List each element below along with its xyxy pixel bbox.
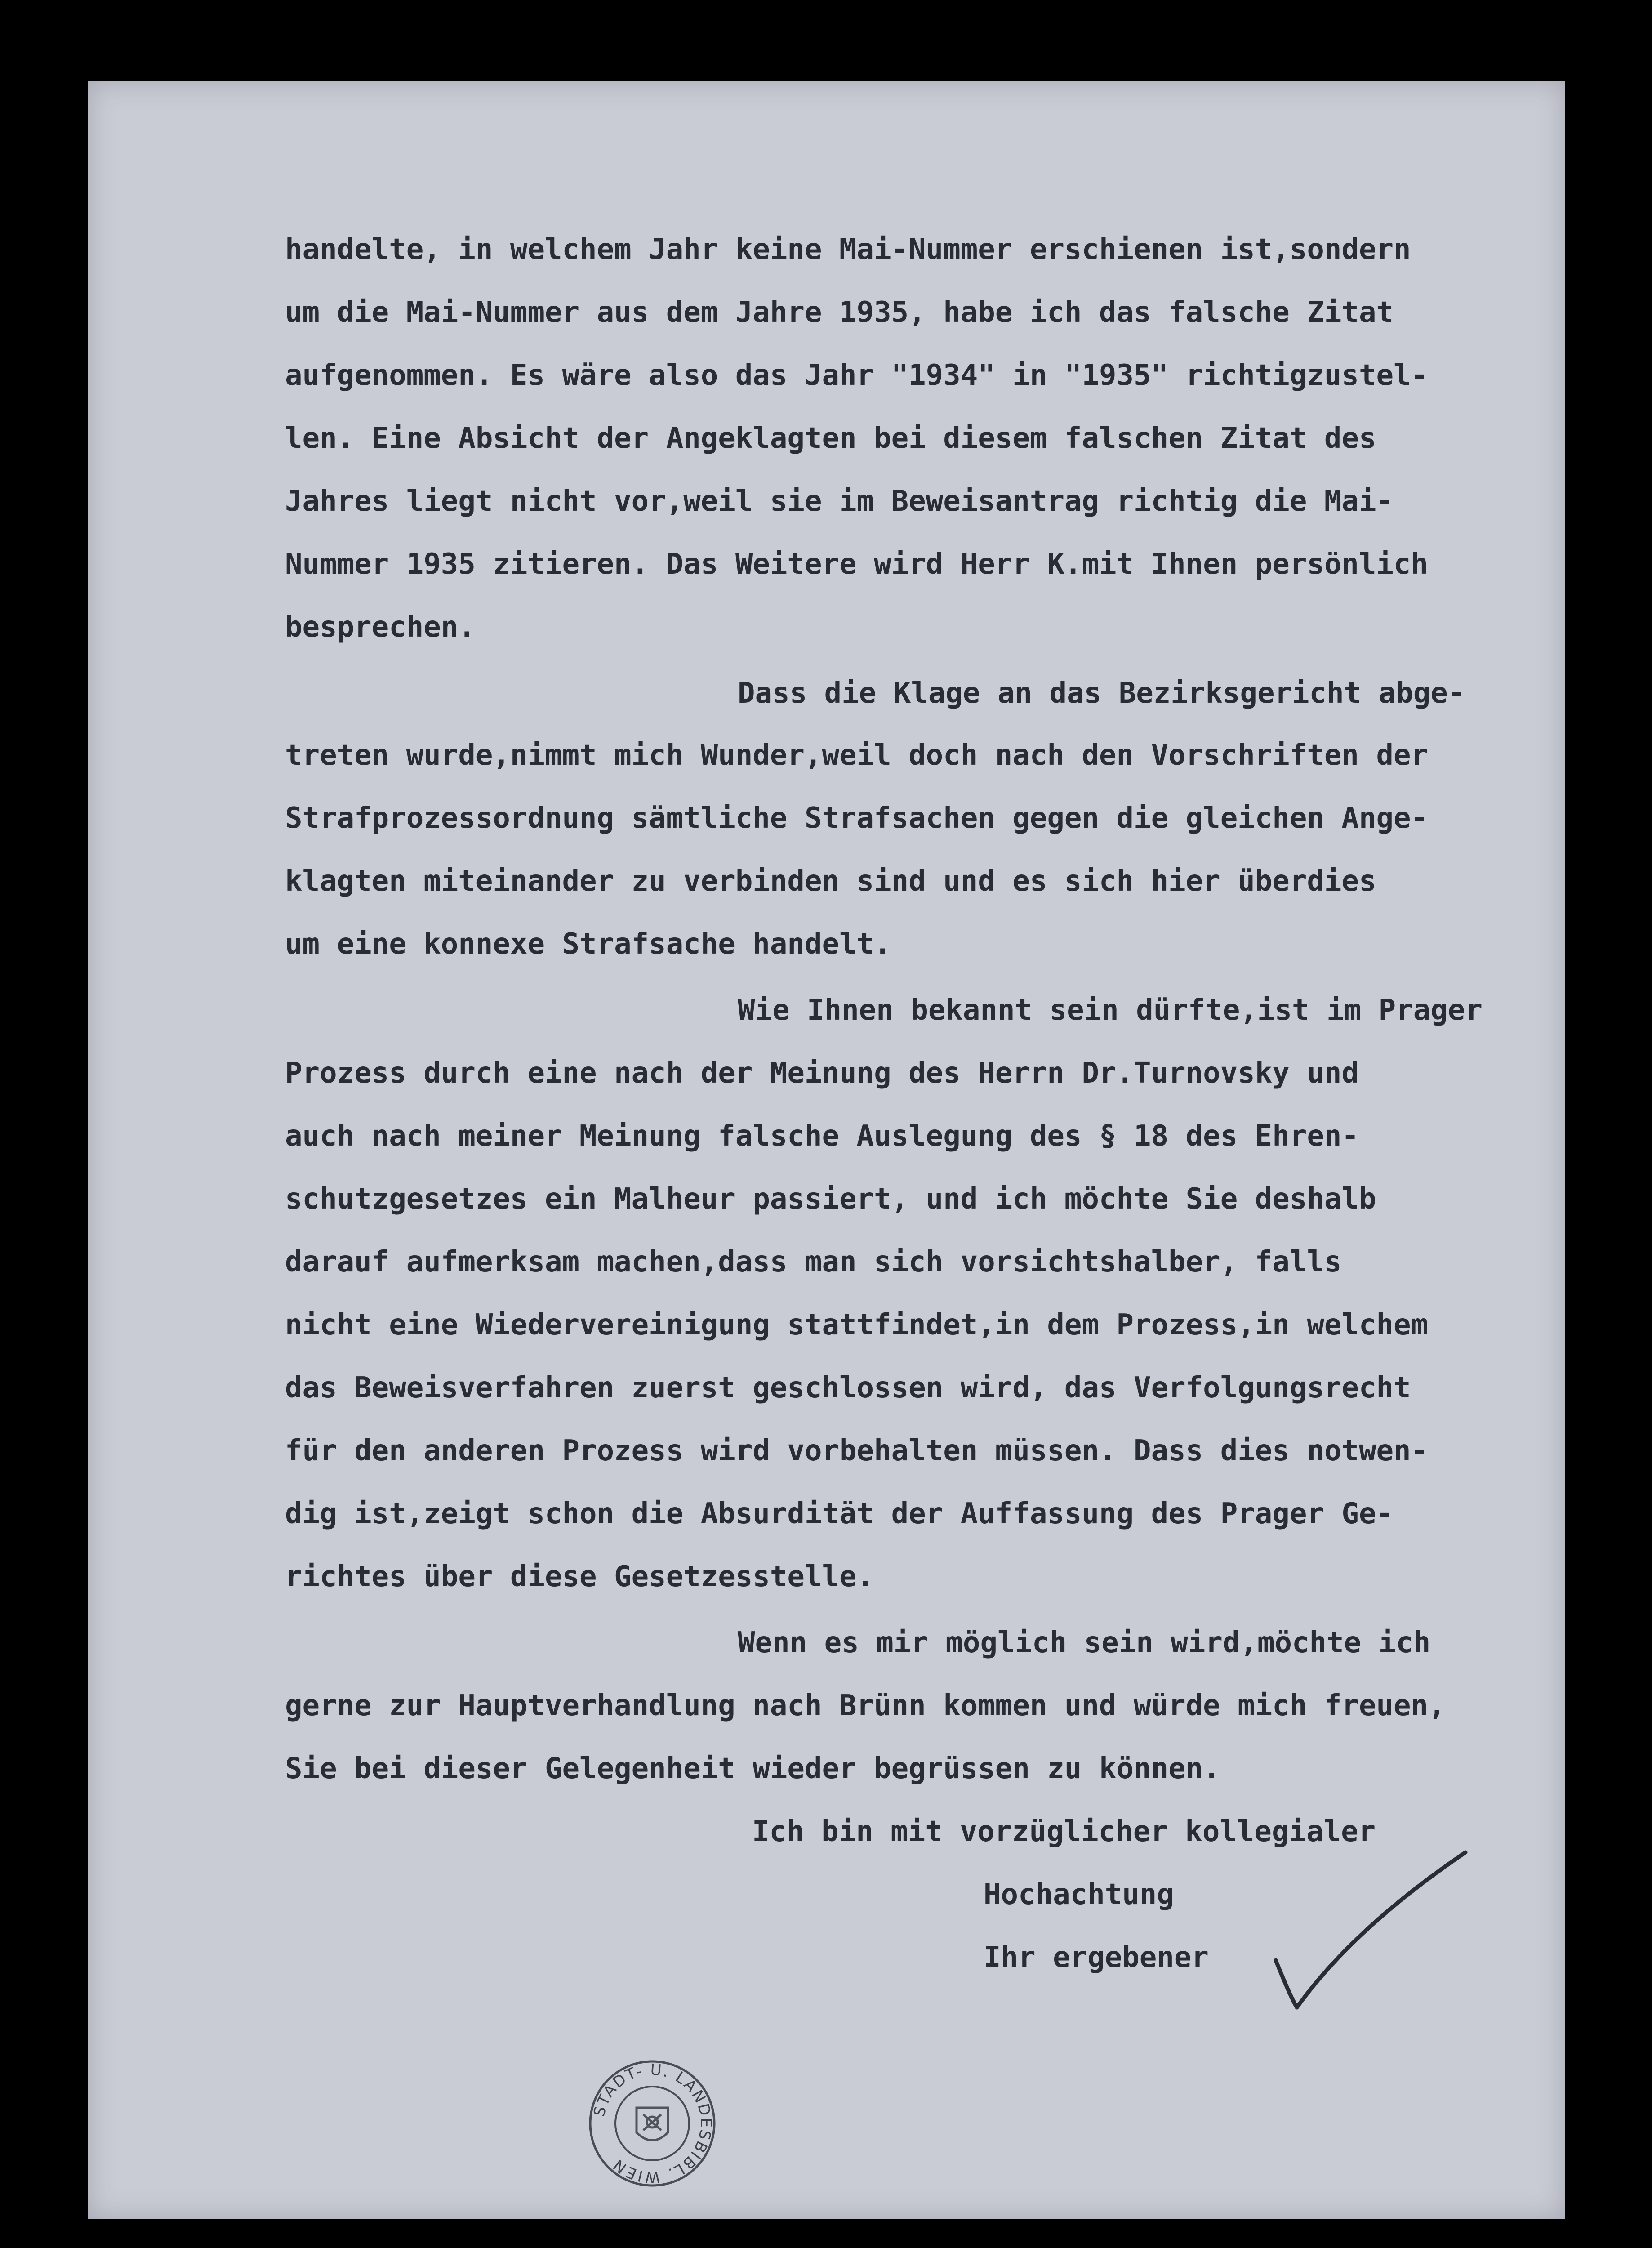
text-line: richtes über diese Gesetzesstelle.: [285, 1560, 874, 1593]
text-line: handelte, in welchem Jahr keine Mai-Nummer erschienen ist,sondern: [285, 233, 1411, 266]
closing-salutation: Hochachtung: [984, 1878, 1174, 1911]
library-stamp: [587, 2058, 717, 2189]
text-line: um die Mai-Nummer aus dem Jahre 1935, habe ich das falsche Zitat: [285, 296, 1394, 329]
text-line: klagten miteinander zu verbinden sind und es sich hier überdies: [285, 865, 1376, 898]
text-line: len. Eine Absicht der Angeklagten bei diesem falschen Zitat des: [285, 422, 1376, 455]
text-line: schutzgesetzes ein Malheur passiert, und ich möchte Sie deshalb: [285, 1182, 1376, 1216]
coat-of-arms-icon: [637, 2108, 668, 2141]
text-line: auch nach meiner Meinung falsche Auslegung des § 18 des Ehren-: [285, 1120, 1359, 1153]
text-line: Wenn es mir möglich sein wird,möchte ich: [738, 1626, 1431, 1659]
stamp-text: STADT- U. LANDESBIBL. WIEN: [590, 2061, 715, 2186]
closing-line: Ich bin mit vorzüglicher kollegialer: [752, 1815, 1376, 1848]
text-line: das Beweisverfahren zuerst geschlossen wird, das Verfolgungsrecht: [285, 1371, 1411, 1405]
text-line: Jahres liegt nicht vor,weil sie im Beweisantrag richtig die Mai-: [285, 485, 1394, 518]
text-line: für den anderen Prozess wird vorbehalten müssen. Dass dies notwen-: [285, 1434, 1429, 1467]
checkmark-icon: [1272, 1848, 1470, 2014]
text-line: gerne zur Hauptverhandlung nach Brünn kommen und würde mich freuen,: [285, 1689, 1446, 1722]
text-line: besprechen.: [285, 611, 476, 644]
text-line: Wie Ihnen bekannt sein dürfte,ist im Prager: [738, 994, 1483, 1027]
text-line: nicht eine Wiedervereinigung stattfindet,in dem Prozess,in welchem: [285, 1308, 1429, 1342]
closing-signature-line: Ihr ergebener: [984, 1941, 1209, 1974]
text-line: um eine konnexe Strafsache handelt.: [285, 928, 891, 961]
text-line: Dass die Klage an das Bezirksgericht abge-: [738, 677, 1465, 710]
text-line: darauf aufmerksam machen,dass man sich vorsichtshalber, falls: [285, 1245, 1342, 1279]
text-line: Strafprozessordnung sämtliche Strafsachen gegen die gleichen Ange-: [285, 802, 1429, 835]
text-line: Prozess durch eine nach der Meinung des Herrn Dr.Turnovsky und: [285, 1057, 1359, 1090]
text-line: aufgenommen. Es wäre also das Jahr "1934" in "1935" richtigzustel-: [285, 359, 1429, 392]
text-line: treten wurde,nimmt mich Wunder,weil doch nach den Vorschriften der: [285, 739, 1429, 772]
text-line: Sie bei dieser Gelegenheit wieder begrüssen zu können.: [285, 1752, 1220, 1785]
text-line: dig ist,zeigt schon die Absurdität der Auffassung des Prager Ge-: [285, 1497, 1394, 1530]
text-line: Nummer 1935 zitieren. Das Weitere wird Herr K.mit Ihnen persönlich: [285, 548, 1429, 581]
